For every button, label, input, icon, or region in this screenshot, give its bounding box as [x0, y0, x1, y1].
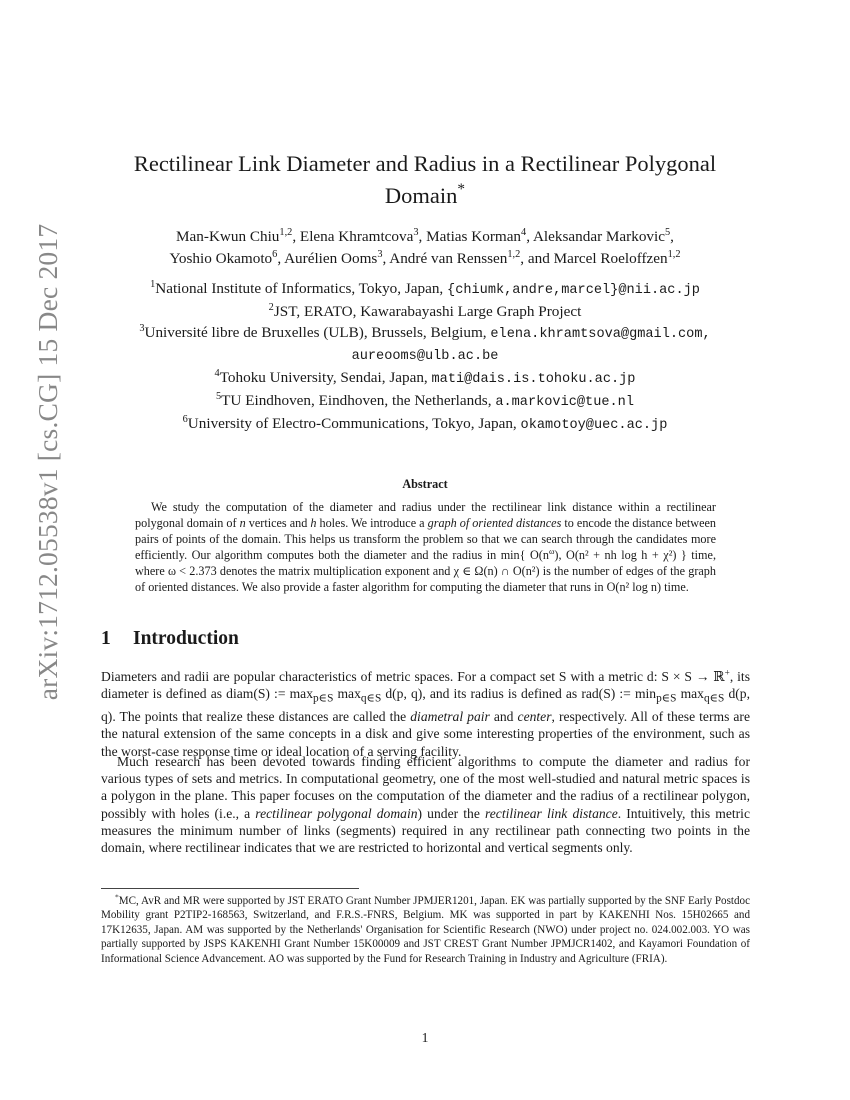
affiliation: $^2$JST, ERATO, Kawarabayashi Large Graph Project	[268, 301, 582, 320]
author: Yoshio Okamoto$^6$	[169, 248, 278, 267]
author-list: Man-Kwun Chiu$^{1,2}$, Elena Khramtcova$^3$, Matias Korman$^4$, Aleksandar Markovic$^5$, Yoshio Okamoto$^6$, Aurélien Ooms$^3$, André van Renssen$^{1,2}$, and Marcel Roeloffzen$^{1,2}$	[169, 226, 681, 267]
body-paragraph: Diameters and radii are popular characteristics of metric spaces. For a compact set S with a metric d: S × S → ℝ+, its diameter is defined as diam(S) := $\max_{p\in S} \max_{q\in S} d(p$, q), and its radius is defined as rad(S) := $\min_{p\in S} \max_{q\in S} d(p$, q). The points that realize these distances are called the diametral pair and center, respectively. All of these terms are the natural extension of the same concepts in a disk and give some interesting properties of the environment, such as the worst-case response time or ideal location of a serving facility.	[101, 667, 750, 759]
author: Marcel Roeloffzen$^{1,2}$	[553, 248, 681, 267]
defined-term: center	[517, 709, 552, 725]
author: Matias Korman$^4$	[426, 226, 527, 245]
arxiv-identifier-stamp: arXiv:1712.05538v1 [cs.CG] 15 Dec 2017	[32, 223, 63, 701]
title-line-1: Rectilinear Link Diameter and Radius in a Rectilinear Polygonal	[133, 151, 717, 176]
author: Man-Kwun Chiu$^{1,2}$	[176, 226, 293, 245]
defined-term: graph of oriented distances	[427, 516, 562, 530]
section-title: Introduction	[133, 628, 239, 649]
section-heading	[101, 628, 239, 650]
author: André van Renssen$^{1,2}$	[389, 248, 521, 267]
affiliation: $^1$National Institute of Informatics, Tokyo, Japan, {chiumk,andre,marcel}@nii.ac.jp	[150, 278, 700, 298]
footnote-mark: *	[115, 892, 119, 902]
email-address: a.markovic@tue.nl	[495, 394, 634, 410]
paper-title	[100, 148, 750, 212]
defined-term: rectilinear link distance	[484, 805, 618, 821]
affiliation-continuation	[80, 345, 770, 368]
email-address: elena.khramtsova@gmail.com,	[490, 326, 711, 342]
email-address: aureooms@ulb.ac.be	[351, 349, 499, 365]
author: Aurélien Ooms$^3$	[284, 248, 383, 267]
author: Aleksandar Markovic$^5$	[532, 226, 671, 245]
page-number: 1	[421, 1030, 429, 1045]
footnote-divider	[101, 888, 359, 889]
email-address: okamotoy@uec.ac.jp	[520, 417, 668, 433]
defined-term: rectilinear polygonal domain	[255, 805, 418, 821]
title-line-2: Domain	[384, 183, 458, 208]
defined-term: diametral pair	[410, 709, 490, 725]
email-address: mati@dais.is.tohoku.ac.jp	[431, 372, 636, 388]
abstract-heading: Abstract	[402, 477, 448, 491]
affiliation-list	[80, 279, 770, 437]
affiliation: $^5$TU Eindhoven, Eindhoven, the Netherlands, a.markovic@tue.nl	[215, 390, 634, 410]
email-address: {chiumk,andre,marcel}@nii.ac.jp	[447, 283, 700, 298]
section-number: 1	[101, 628, 111, 649]
author: Elena Khramtcova$^3$	[299, 226, 419, 245]
body-paragraph: Much research has been devoted towards finding efficient algorithms to compute the diameter and radius for various types of sets and metrics. In computational geometry, one of the most well-studied and natural metric spaces is a polygon in the plane. This paper focuses on the computation of the diameter and the radius of a rectilinear polygon, possibly with holes (i.e., a rectilinear polygonal domain) under the rectilinear link distance. Intuitively, this metric measures the minimum number of links (segments) required in any rectilinear path connecting two points in the domain, where rectilinear indicates that we are restricted to horizontal and vertical segments only.	[101, 754, 750, 856]
affiliation: $^6$University of Electro-Communications, Tokyo, Japan, okamotoy@uec.ac.jp	[182, 413, 668, 433]
abstract-text: We study the computation of the diameter and radius under the rectilinear link distance within a rectilinear polygonal domain of n vertices and h holes. We introduce a graph of oriented distances to encode the distance between pairs of points of the domain. This helps us transform the problem so that we can search through the candidates more efficiently. Our algorithm computes both the diameter and the radius in min{ $O(n^\omega)$, O(n² + nh log h + χ²) } time, where ω < 2.373 denotes the matrix multiplication exponent and χ ∈ Ω(n) ∩ O(n²) is the number of edges of the graph of oriented distances. We also provide a faster algorithm for computing the diameter that runs in O(n² log n) time.	[135, 500, 717, 594]
title-footnote-mark: *	[457, 180, 466, 198]
affiliation: $^4$Tohoku University, Sendai, Japan, mati@dais.is.tohoku.ac.jp	[214, 368, 636, 388]
footnote: *MC, AvR and MR were supported by JST ERATO Grant Number JPMJER1201, Japan. EK was partially supported by the SNF Early Postdoc Mobility grant P2TIP2-168563, Switzerland, and F.R.S.-FNRS, Belgium. MK was supported in part by KAKENHI Nos. 15H02665 and 17K12635, Japan. AM was supported by the Netherlands' Organisation for Scientific Research (NWO) under project no. 024.002.003. YO was partially supported by JSPS KAKENHI Grant Number 15K00009 and JST CREST Grant Number JPMJCR1402, and Kayamori Foundation of Informational Science Advancement. AO was supported by the Fund for Research Training in Industry and Agriculture (FRIA).	[101, 892, 750, 965]
affiliation: $^3$Université libre de Bruxelles (ULB), Brussels, Belgium, elena.khramtsova@gmail.com,	[139, 322, 711, 342]
